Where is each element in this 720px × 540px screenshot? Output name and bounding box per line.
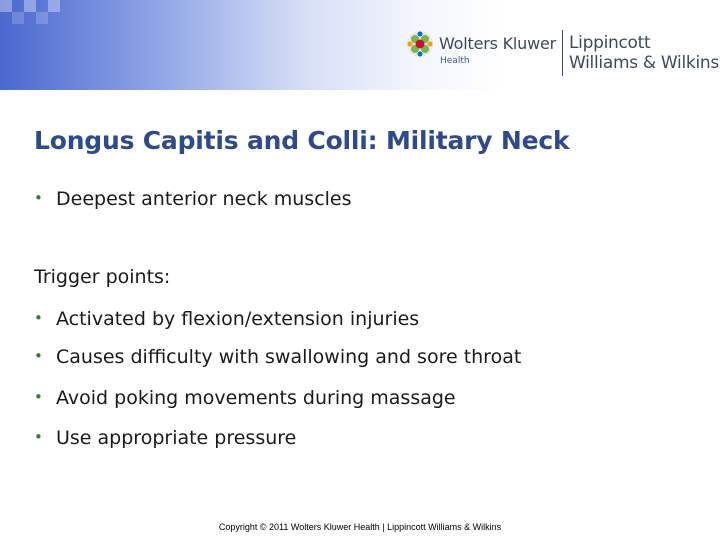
bullet-icon: • (34, 189, 43, 207)
bullet-text: Causes difficulty with swallowing and sore throat (56, 346, 522, 368)
bullet-item (34, 387, 456, 409)
publisher-logo (406, 28, 719, 80)
bullet-item (34, 188, 352, 210)
logo-imprint-line1: Lippincott (569, 33, 651, 53)
subheading: Trigger points: (34, 266, 171, 288)
footer-copyright: Copyright © 2011 Wolters Kluwer Health | Lippincott Williams & Wilkins (218, 522, 502, 532)
globe-icon (406, 30, 434, 58)
bullet-text: Deepest anterior neck muscles (56, 188, 352, 210)
bullet-icon: • (34, 347, 43, 365)
bullet-text: Avoid poking movements during massage (56, 387, 456, 409)
bullet-text: Use appropriate pressure (56, 427, 297, 449)
slide-title: Longus Capitis and Colli: Military Neck (34, 126, 570, 155)
bullet-item (34, 427, 296, 449)
decorative-squares (0, 0, 200, 30)
logo-company-name: Wolters Kluwer (439, 34, 557, 53)
bullet-item (34, 346, 521, 368)
bullet-icon: • (34, 388, 43, 406)
logo-divider (562, 30, 563, 76)
bullet-icon: • (34, 428, 43, 446)
logo-imprint-line2: Williams & Wilkins (569, 53, 719, 73)
bullet-item (34, 308, 419, 330)
bullet-text: Activated by flexion/extension injuries (56, 308, 420, 330)
header-band (0, 0, 720, 90)
logo-division: Health (440, 56, 470, 66)
bullet-icon: • (34, 309, 43, 327)
